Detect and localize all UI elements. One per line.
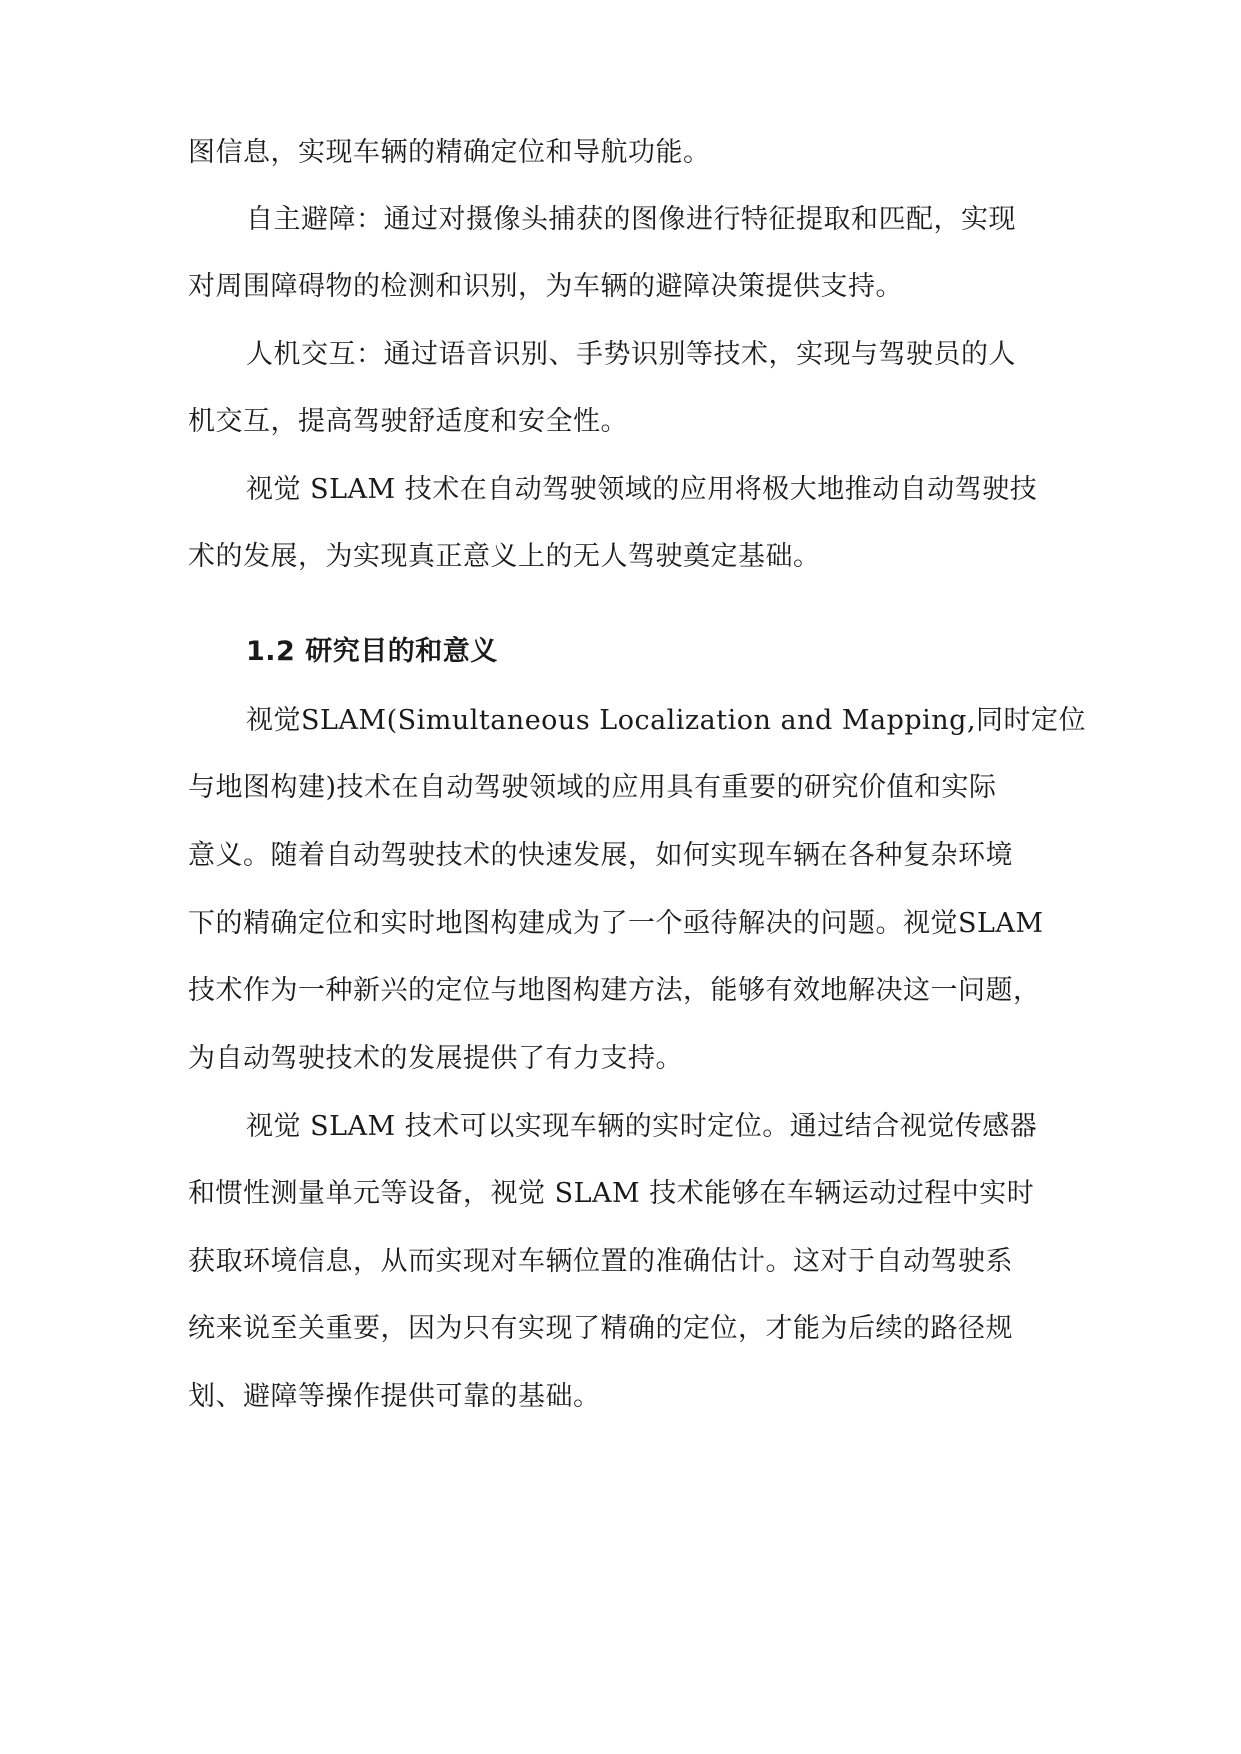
paragraph-line: 和惯性测量单元等设备，视觉 SLAM 技术能够在车辆运动过程中实时 [188,1178,1035,1209]
paragraph-line: 视觉SLAM(Simultaneous Localization and Mapping,同时定位 [246,705,1087,736]
paragraph-line: 图信息，实现车辆的精确定位和导航功能。 [188,137,711,168]
paragraph-line: 获取环境信息，从而实现对车辆位置的准确估计。这对于自动驾驶系 [188,1246,1013,1277]
paragraph-line: 自主避障：通过对摄像头捕获的图像进行特征提取和匹配，实现 [246,204,1016,235]
paragraph-line: 人机交互：通过语音识别、手势识别等技术，实现与驾驶员的人 [246,339,1016,370]
paragraph-line: 下的精确定位和实时地图构建成为了一个亟待解决的问题。视觉SLAM [188,908,1044,939]
paragraph-line: 术的发展，为实现真正意义上的无人驾驶奠定基础。 [188,541,821,572]
paragraph-line: 划、避障等操作提供可靠的基础。 [188,1381,601,1412]
paragraph-line: 视觉 SLAM 技术可以实现车辆的实时定位。通过结合视觉传感器 [246,1111,1038,1142]
paragraph-line: 对周围障碍物的检测和识别，为车辆的避障决策提供支持。 [188,271,903,302]
paragraph-line: 意义。随着自动驾驶技术的快速发展，如何实现车辆在各种复杂环境 [188,840,1013,871]
paragraph-line: 机交互，提高驾驶舒适度和安全性。 [188,406,628,437]
paragraph-line: 为自动驾驶技术的发展提供了有力支持。 [188,1043,683,1074]
paragraph-line: 统来说至关重要，因为只有实现了精确的定位，才能为后续的路径规 [188,1313,1013,1344]
paragraph-line: 与地图构建)技术在自动驾驶领域的应用具有重要的研究价值和实际 [188,772,997,803]
paragraph-line: 技术作为一种新兴的定位与地图构建方法，能够有效地解决这一问题， [188,975,1041,1006]
section-heading: 1.2 研究目的和意义 [246,636,498,667]
paragraph-line: 视觉 SLAM 技术在自动驾驶领域的应用将极大地推动自动驾驶技 [246,474,1038,505]
